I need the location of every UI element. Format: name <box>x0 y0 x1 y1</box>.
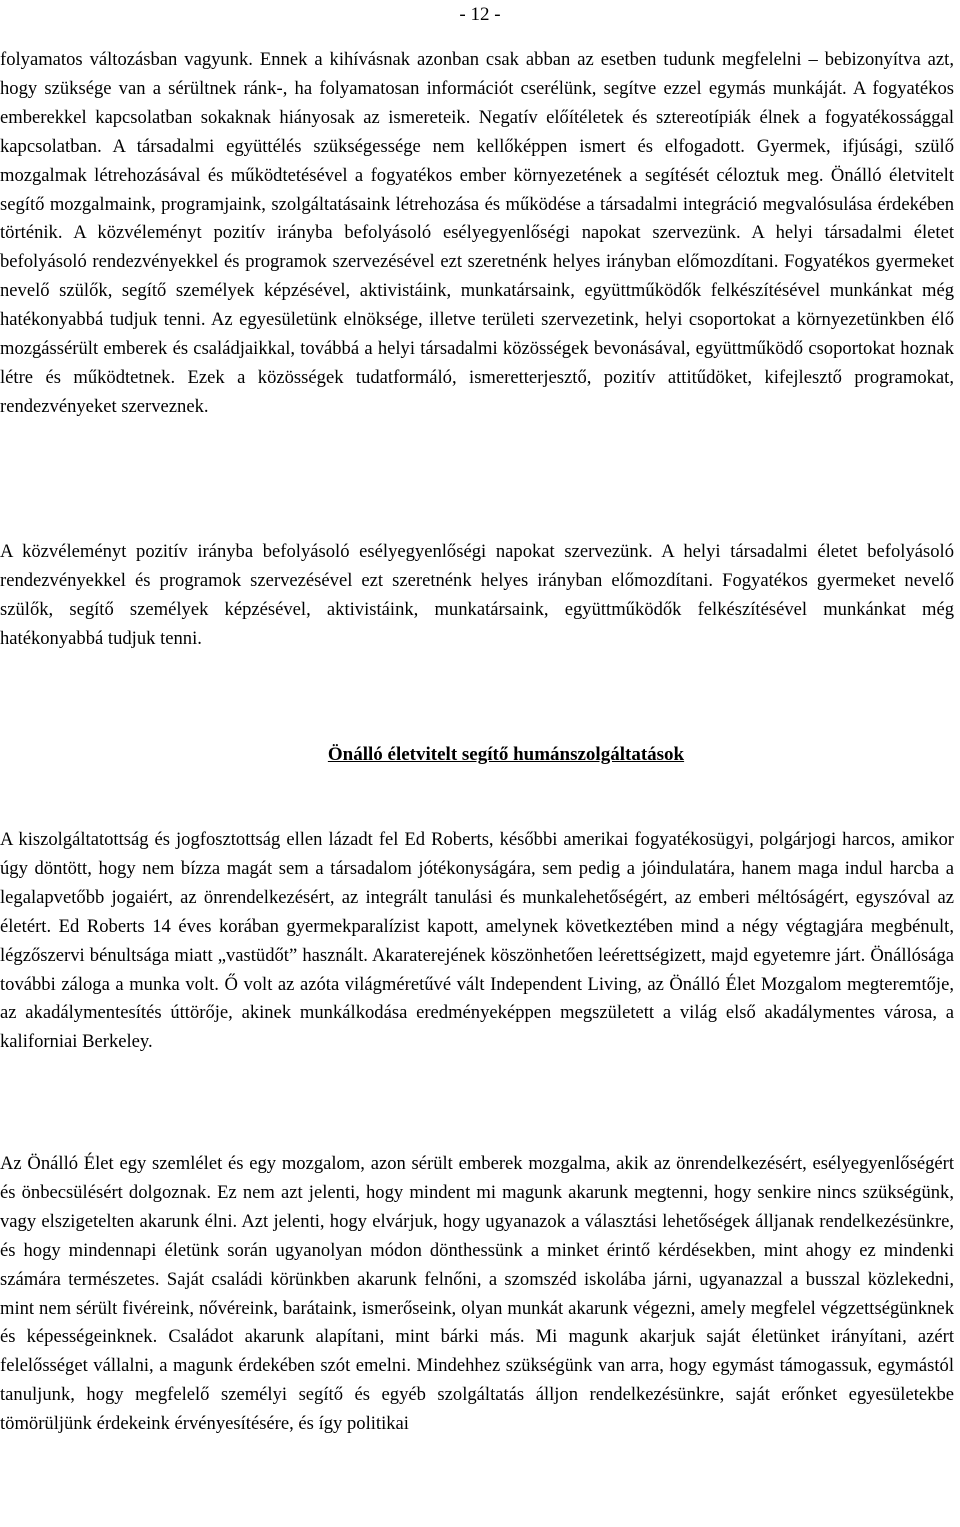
paragraph-equal-opportunity-days: A közvéleményt pozitív irányba befolyásoló esélyegyenlőségi napokat szervezünk. A helyi társadalmi életet befolyásoló rendezvényekkel és programok szervezésével ezt szeretnénk helyes irányban előmozdítani. Fogyatékos gyermeket nevelő szülők, segítő személyek képzésével, aktivistáink, munkatársaink, együttműködők felkészítésével munkánkat még hatékonyabbá tudjuk tenni. <box>0 541 954 649</box>
paragraph-change-and-cooperation: folyamatos változásban vagyunk. Ennek a kihívásnak azonban csak abban az esetben tudunk megfelelni – bebizonyítva azt, hogy szüksége van a sérültnek ránk-, ha folyamatosan információt cserélünk, segítve ezzel egymás munkáját. A fogyatékos emberekkel kapcsolatban sokaknak hiányosak az ismereteik. Negatív előítéletek és sztereotípiák élnek a fogyatékossággal kapcsolatban. A társadalmi együttélés szükségessége nem kellőképpen ismert és elfogadott. Gyermek, ifjúsági, szülő mozgalmak létrehozásával és működtetésével a fogyatékos ember környezetének a segítését céloztuk meg. Önálló életvitelt segítő mozgalmaink, programjaink, szolgáltatásaink létrehozása és működése a társadalmi integráció megvalósulása érdekében történik. A közvéleményt pozitív irányba befolyásoló esélyegyenlőségi napokat szervezünk. A helyi társadalmi életet befolyásoló rendezvényekkel és programok szervezésével ezt szeretnénk helyes irányban előmozdítani. Fogyatékos gyermeket nevelő szülők, segítő személyek képzésével, aktivistáink, munkatársaink, együttműködők felkészítésével munkánkat még hatékonyabbá tudjuk tenni. Az egyesületünk elnöksége, illetve területi szervezetink, helyi csoportokat a környezetünkben élő mozgássérült emberek és családjaikkal, továbbá a helyi társadalmi közösségek bevonásával, együttműködő csoportokat hoznak létre és működtetnek. Ezek a közösségek tudatformáló, ismeretterjesztő, pozitív attitűdöket, kifejlesztő programokat, rendezvényeket szerveznek. <box>0 49 954 417</box>
paragraph-independent-living: Az Önálló Élet egy szemlélet és egy mozgalom, azon sérült emberek mozgalma, akik az önrendelkezésért, esélyegyenlőségért és önbecsülésért dolgoznak. Ez nem azt jelenti, hogy mindent mi magunk akarunk megtenni, hogy senkire nincs szükségünk, vagy elszigetelten akarunk élni. Azt jelenti, hogy elvárjuk, hogy ugyanazok a választási lehetőségek álljanak rendelkezésünkre, és hogy mindennapi életünk során ugyanolyan módon dönthessünk a minket érintő kérdésekben, mint ahogy ez mindenki számára természetes. Saját családi körünkben akarunk felnőni, a szomszéd iskolába járni, ugyanazzal a busszal közlekedni, mint nem sérült fivéreink, nővéreink, barátaink, ismerőseink, olyan munkát akarunk végezni, amely megfelel végzettségünknek és képességeinknek. Családot akarunk alapítani, mint bárki más. Mi magunk akarjuk saját életünket irányítani, azért felelősséget vállalni, a magunk érdekében szót emelni. Mindehhez szükségünk van arra, hogy egymást támogassuk, egymástól tanuljunk, hogy megfelelő személyi segítő és egyéb szolgáltatás álljon rendelkezésünkre, saját erőnket egyesületekbe tömörüljünk érdekeink érvényesítésére, és így politikai <box>0 1153 954 1435</box>
paragraph-ed-roberts: A kiszolgáltatottság és jogfosztottság ellen lázadt fel Ed Roberts, későbbi amerikai fogyatékosügyi, polgárjogi harcos, amikor úgy döntött, hogy nem bízza magát sem a társadalom jótékonyságára, sem pedig a jóindulatára, hanem maga indul harcba a legalapvetőbb jogaiért, az önrendelkezésért, az integrált tanulási és munkalehetőségért, az emberi méltóságért, egyszóval az életért. Ed Roberts 14 éves korában gyermekparalízist kapott, amelynek következtében mind a négy végtagjára megbénult, légzőszervi bénultsága miatt „vastüdőt” használt. Akaraterejének köszönhetően leérettségizett, majd egyetemre járt. Önállósága további záloga a munka volt. Ő volt az azóta világméretűvé vált Independent Living, az Önálló Élet Mozgalom megteremtője, az akadálymentesítés úttörője, akinek munkálkodása eredményeképpen megszületett a világ első akadálymentes városa, a kaliforniai Berkeley. <box>0 829 954 1053</box>
page-number: - 12 - <box>459 4 501 25</box>
section-heading: Önálló életvitelt segítő humánszolgáltatások <box>327 744 685 765</box>
